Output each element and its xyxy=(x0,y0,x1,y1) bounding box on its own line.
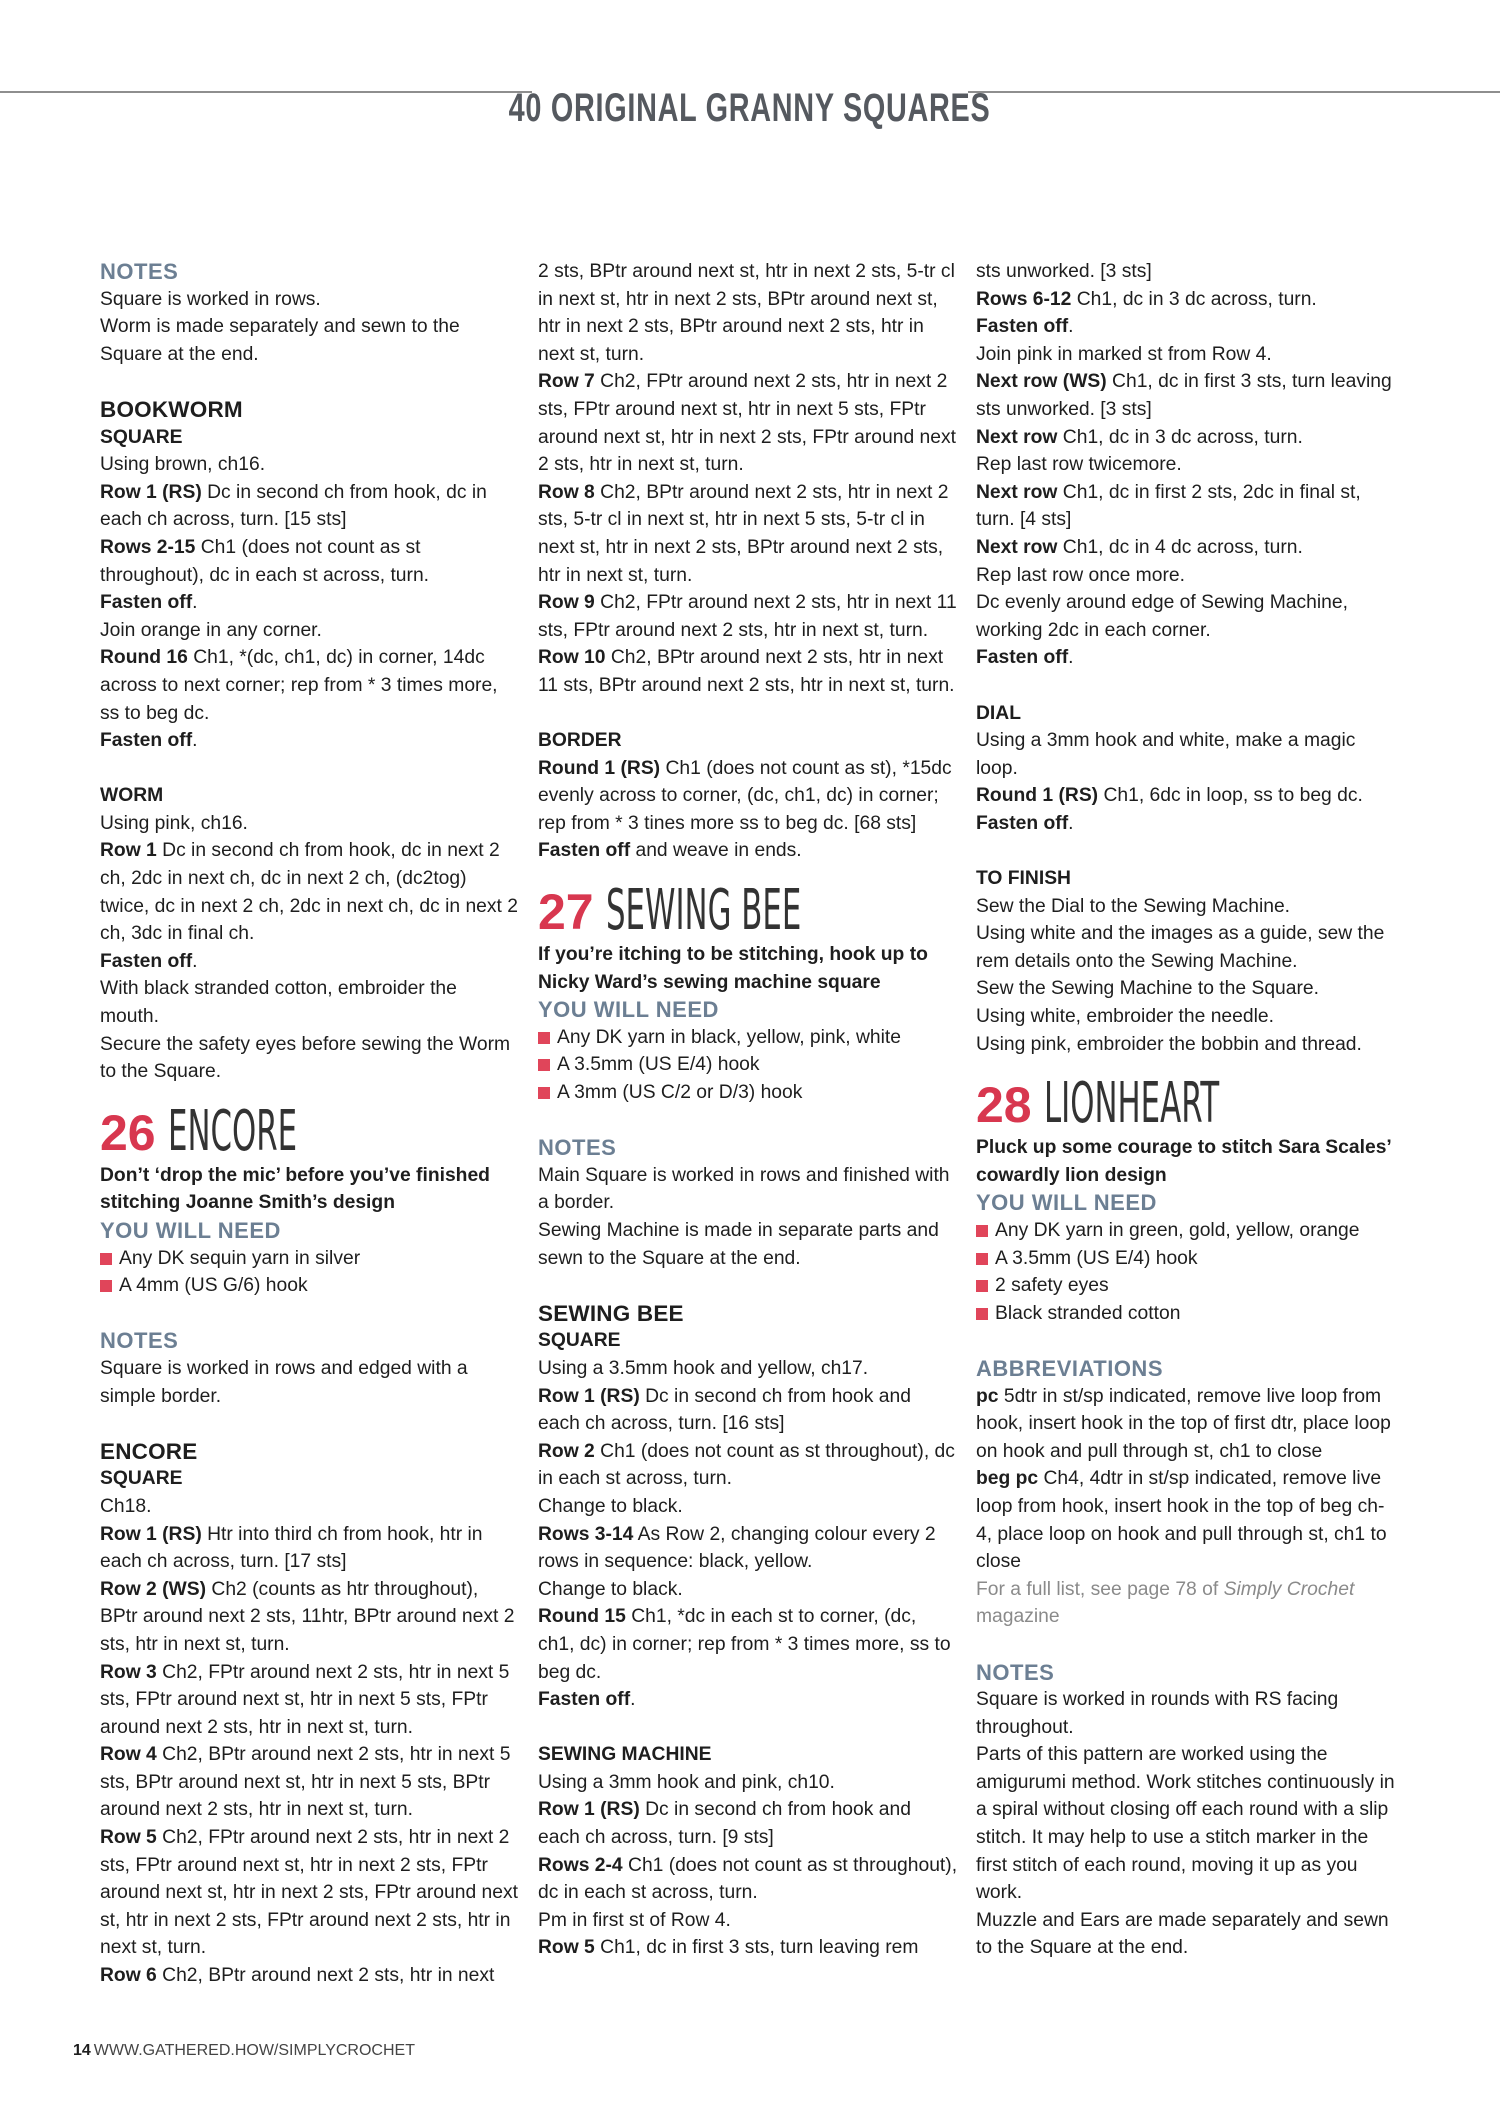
text-line: Pm in first st of Row 4. xyxy=(538,1909,731,1931)
list-item: Any DK sequin yarn in silver xyxy=(100,1245,520,1273)
instruction: Rows 3-14 As Row 2, changing colour every 2 rows in sequence: black, yellow. xyxy=(538,1523,936,1573)
text-line: Change to black. xyxy=(538,1578,683,1600)
list-item: Any DK yarn in green, gold, yellow, orange xyxy=(976,1217,1396,1245)
instruction: Row 10 Ch2, BPtr around next 2 sts, htr in next 11 sts, BPtr around next 2 sts, htr in next st, turn. xyxy=(538,647,955,696)
text-line: Using white and the images as a guide, sew the rem details onto the Sewing Machine. xyxy=(976,923,1385,972)
pattern-number: 28 xyxy=(976,1077,1032,1134)
list-item: A 4mm (US G/6) hook xyxy=(100,1272,520,1300)
notes-heading: NOTES xyxy=(538,1135,617,1161)
text-line: Parts of this pattern are worked using the amigurumi method. Work stitches continuously in a spiral without closing off each round with a slip stitch. It may help to use a stitch marker in the first stitch of each round, moving it up as you work. xyxy=(976,1744,1395,1904)
pattern-number: 26 xyxy=(100,1104,156,1161)
instruction: Fasten off. xyxy=(100,950,198,972)
subsection-heading: SQUARE xyxy=(100,1468,183,1490)
list-item: 2 safety eyes xyxy=(976,1272,1396,1300)
text-line: Using a 3mm hook and pink, ch10. xyxy=(538,1771,835,1793)
bullet-square-icon xyxy=(538,1087,550,1099)
text-line: sts unworked. [3 sts] xyxy=(976,261,1152,282)
subsection-heading: BORDER xyxy=(538,730,622,752)
pattern-name: LIONHEART xyxy=(1043,1071,1219,1137)
page-title: 40 ORIGINAL GRANNY SQUARES xyxy=(509,85,991,130)
instruction: Row 3 Ch2, FPtr around next 2 sts, htr in next 5 sts, FPtr around next st, htr in next 5 sts, FPtr around next 2 sts, htr in next st, turn. xyxy=(100,1661,510,1738)
pattern-number: 27 xyxy=(538,884,594,941)
text-line: Using brown, ch16. xyxy=(100,454,266,476)
subsection-heading: SQUARE xyxy=(100,426,183,448)
pattern-intro: Pluck up some courage to stitch Sara Scales’ cowardly lion design xyxy=(976,1137,1391,1186)
instruction: Row 1 (RS) Htr into third ch from hook, htr in each ch across, turn. [17 sts] xyxy=(100,1523,483,1573)
instruction: Row 5 Ch2, FPtr around next 2 sts, htr in next 2 sts, FPtr around next st, htr in next 2 sts, FPtr around next st, htr in next 2 sts, FPtr around next st, htr in next 2 sts, FPtr around next 2 sts, htr in next st, turn. xyxy=(100,1827,518,1959)
text-line: Rep last row once more. xyxy=(976,564,1185,586)
bullet-square-icon xyxy=(100,1280,112,1292)
pattern-26-heading xyxy=(100,1092,520,1164)
page-number: 14 xyxy=(73,2042,91,2059)
footer-url[interactable]: WWW.GATHERED.HOW/SIMPLYCROCHET xyxy=(93,2042,415,2059)
subsection-heading: SQUARE xyxy=(538,1330,621,1352)
bullet-square-icon xyxy=(976,1308,988,1320)
text-line: Rep last row twicemore. xyxy=(976,454,1182,476)
text-line: Main Square is worked in rows and finished with a border. xyxy=(538,1164,950,1214)
instruction: Fasten off. xyxy=(976,647,1074,669)
text-line: Square is worked in rows and edged with a simple border. xyxy=(100,1357,468,1407)
bullet-square-icon xyxy=(538,1032,550,1044)
instruction: Row 7 Ch2, FPtr around next 2 sts, htr in next 2 sts, FPtr around next st, htr in next 5 sts, FPtr around next st, htr in next 2 sts, FPtr around next 2 sts, htr in next st, turn. xyxy=(538,371,956,476)
subsection-heading: DIAL xyxy=(976,702,1021,724)
instruction: Fasten off. xyxy=(538,1689,636,1711)
abbreviations-heading: ABBREVIATIONS xyxy=(976,1355,1163,1381)
text-line: Join pink in marked st from Row 4. xyxy=(976,343,1272,365)
pattern-name: SEWING BEE xyxy=(605,878,801,944)
text-line: Using a 3mm hook and white, make a magic loop. xyxy=(976,730,1356,779)
instruction: Rows 2-4 Ch1 (does not count as st throughout), dc in each st across, turn. xyxy=(538,1854,958,1904)
instruction: Row 2 (WS) Ch2 (counts as htr throughout), BPtr around next 2 sts, 11htr, BPtr around next 2 sts, htr in next st, turn. xyxy=(100,1578,515,1655)
bullet-square-icon xyxy=(976,1280,988,1292)
text-line: Secure the safety eyes before sewing the Worm to the Square. xyxy=(100,1033,511,1083)
instruction: Next row Ch1, dc in 3 dc across, turn. xyxy=(976,426,1303,448)
text-line: Square is worked in rounds with RS facing throughout. xyxy=(976,1689,1339,1738)
subsection-heading: WORM xyxy=(100,785,164,807)
instruction: Fasten off. xyxy=(100,592,198,614)
bullet-square-icon xyxy=(538,1059,550,1071)
instruction: Fasten off and weave in ends. xyxy=(538,840,802,862)
page-footer xyxy=(73,2042,415,2060)
notes-heading: NOTES xyxy=(100,259,179,284)
instruction: Rows 2-15 Ch1 (does not count as st throughout), dc in each st across, turn. xyxy=(100,536,430,586)
pattern-27-heading xyxy=(538,871,958,944)
text-line: Join orange in any corner. xyxy=(100,619,322,641)
instruction: Row 1 (RS) Dc in second ch from hook and each ch across, turn. [16 sts] xyxy=(538,1385,911,1435)
instruction: Fasten off. xyxy=(100,730,198,752)
instruction: Row 6 Ch2, BPtr around next 2 sts, htr in next xyxy=(100,1965,495,1987)
instruction: Row 9 Ch2, FPtr around next 2 sts, htr in next 11 sts, FPtr around next 2 sts, htr in next st, turn. xyxy=(538,592,957,641)
text-line: Dc evenly around edge of Sewing Machine, working 2dc in each corner. xyxy=(976,592,1348,641)
instruction: Row 8 Ch2, BPtr around next 2 sts, htr in next 2 sts, 5-tr cl in next st, htr in next 5 sts, 5-tr cl in next st, htr in next 2 sts, BPtr around next 2 sts, htr in next st, turn. xyxy=(538,481,949,586)
bullet-square-icon xyxy=(100,1253,112,1265)
instruction: Round 1 (RS) Ch1 (does not count as st), *15dc evenly across to corner, (dc, ch1, dc) in corner; rep from * 3 tines more ss to beg dc. [68 sts] xyxy=(538,757,952,834)
instruction: Row 1 (RS) Dc in second ch from hook and each ch across, turn. [9 sts] xyxy=(538,1799,911,1849)
pattern-name: ENCORE xyxy=(167,1098,297,1164)
notes-heading: NOTES xyxy=(976,1659,1055,1685)
abbreviation: pc 5dtr in st/sp indicated, remove live loop from hook, insert hook in the top of first dtr, place loop on hook and pull through st, ch1 to close xyxy=(976,1385,1391,1462)
text-line: Using white, embroider the needle. xyxy=(976,1006,1274,1028)
pattern-intro: If you’re itching to be stitching, hook up to Nicky Ward’s sewing machine square xyxy=(538,944,928,993)
you-will-need-heading: YOU WILL NEED xyxy=(976,1190,1157,1216)
reference-note: For a full list, see page 78 of Simply Crochet magazine xyxy=(976,1578,1355,1628)
you-will-need-heading: YOU WILL NEED xyxy=(100,1218,281,1243)
text-line: Using pink, embroider the bobbin and thread. xyxy=(976,1033,1362,1055)
header xyxy=(509,78,991,138)
list-item: A 3.5mm (US E/4) hook xyxy=(538,1051,958,1079)
section-heading: BOOKWORM xyxy=(100,396,243,422)
notes-heading: NOTES xyxy=(100,1328,179,1354)
instruction: Round 1 (RS) Ch1, 6dc in loop, ss to beg dc. xyxy=(976,785,1363,807)
instruction: Row 4 Ch2, BPtr around next 2 sts, htr in next 5 sts, BPtr around next st, htr in next 5 sts, BPtr around next 2 sts, htr in next st, turn. xyxy=(100,1744,511,1821)
section-heading: SEWING BEE xyxy=(538,1300,684,1326)
text-line: Square is worked in rows. xyxy=(100,288,321,310)
bullet-square-icon xyxy=(976,1253,988,1265)
instruction: Row 5 Ch1, dc in first 3 sts, turn leaving rem xyxy=(538,1937,919,1959)
bullet-square-icon xyxy=(976,1225,988,1237)
text-line: Sew the Dial to the Sewing Machine. xyxy=(976,895,1291,917)
text-line: Using pink, ch16. xyxy=(100,812,248,834)
list-item: Any DK yarn in black, yellow, pink, white xyxy=(538,1024,958,1052)
instruction: Next row Ch1, dc in 4 dc across, turn. xyxy=(976,536,1303,558)
text-line: Worm is made separately and sewn to the Square at the end. xyxy=(100,316,460,365)
pattern-28-heading xyxy=(976,1064,1396,1137)
pattern-intro: Don’t ‘drop the mic’ before you’ve finished stitching Joanne Smith’s design xyxy=(100,1164,490,1214)
column-3 xyxy=(976,258,1396,1962)
text-line: Change to black. xyxy=(538,1495,683,1517)
list-item: A 3.5mm (US E/4) hook xyxy=(976,1245,1396,1273)
instruction: Row 1 (RS) Dc in second ch from hook, dc in each ch across, turn. [15 sts] xyxy=(100,481,487,531)
text-line: Sew the Sewing Machine to the Square. xyxy=(976,978,1319,1000)
text-line: 2 sts, BPtr around next st, htr in next 2 sts, 5-tr cl in next st, htr in next 2 sts, BPtr around next st, htr in next 2 sts, BPtr around next 2 sts, htr in next st, turn. xyxy=(538,261,955,365)
subsection-heading: SEWING MACHINE xyxy=(538,1744,712,1766)
list-item: A 3mm (US C/2 or D/3) hook xyxy=(538,1079,958,1107)
instruction: Fasten off. xyxy=(976,316,1074,338)
instruction: Next row (WS) Ch1, dc in first 3 sts, turn leaving sts unworked. [3 sts] xyxy=(976,371,1392,420)
instruction: Rows 6-12 Ch1, dc in 3 dc across, turn. xyxy=(976,288,1317,310)
instruction: Round 15 Ch1, *dc in each st to corner, (dc, ch1, dc) in corner; rep from * 3 times more, ss to beg dc. xyxy=(538,1606,951,1683)
list-item: Black stranded cotton xyxy=(976,1300,1396,1328)
instruction: Fasten off. xyxy=(976,812,1074,834)
text-line: Muzzle and Ears are made separately and sewn to the Square at the end. xyxy=(976,1909,1389,1959)
column-1 xyxy=(100,258,520,1990)
you-will-need-heading: YOU WILL NEED xyxy=(538,997,719,1023)
instruction: Round 16 Ch1, *(dc, ch1, dc) in corner, 14dc across to next corner; rep from * 3 times more, ss to beg dc. xyxy=(100,647,498,724)
text-line: Ch18. xyxy=(100,1495,152,1517)
abbreviation: beg pc Ch4, 4dtr in st/sp indicated, remove live loop from hook, insert hook in the top of beg ch-4, place loop on hook and pull through st, ch1 to close xyxy=(976,1468,1387,1573)
text-line: Using a 3.5mm hook and yellow, ch17. xyxy=(538,1357,869,1379)
instruction: Next row Ch1, dc in first 2 sts, 2dc in final st, turn. [4 sts] xyxy=(976,481,1361,531)
section-heading: ENCORE xyxy=(100,1438,198,1464)
instruction: Row 2 Ch1 (does not count as st throughout), dc in each st across, turn. xyxy=(538,1440,955,1490)
text-line: Sewing Machine is made in separate parts and sewn to the Square at the end. xyxy=(538,1220,939,1269)
text-line: With black stranded cotton, embroider the mouth. xyxy=(100,978,457,1028)
instruction: Row 1 Dc in second ch from hook, dc in next 2 ch, 2dc in next ch, dc in next 2 ch, (dc2tog) twice, dc in next 2 ch, 2dc in next ch, dc in next 2 ch, 3dc in final ch. xyxy=(100,840,518,945)
subsection-heading: TO FINISH xyxy=(976,868,1071,890)
column-2 xyxy=(538,258,958,1962)
